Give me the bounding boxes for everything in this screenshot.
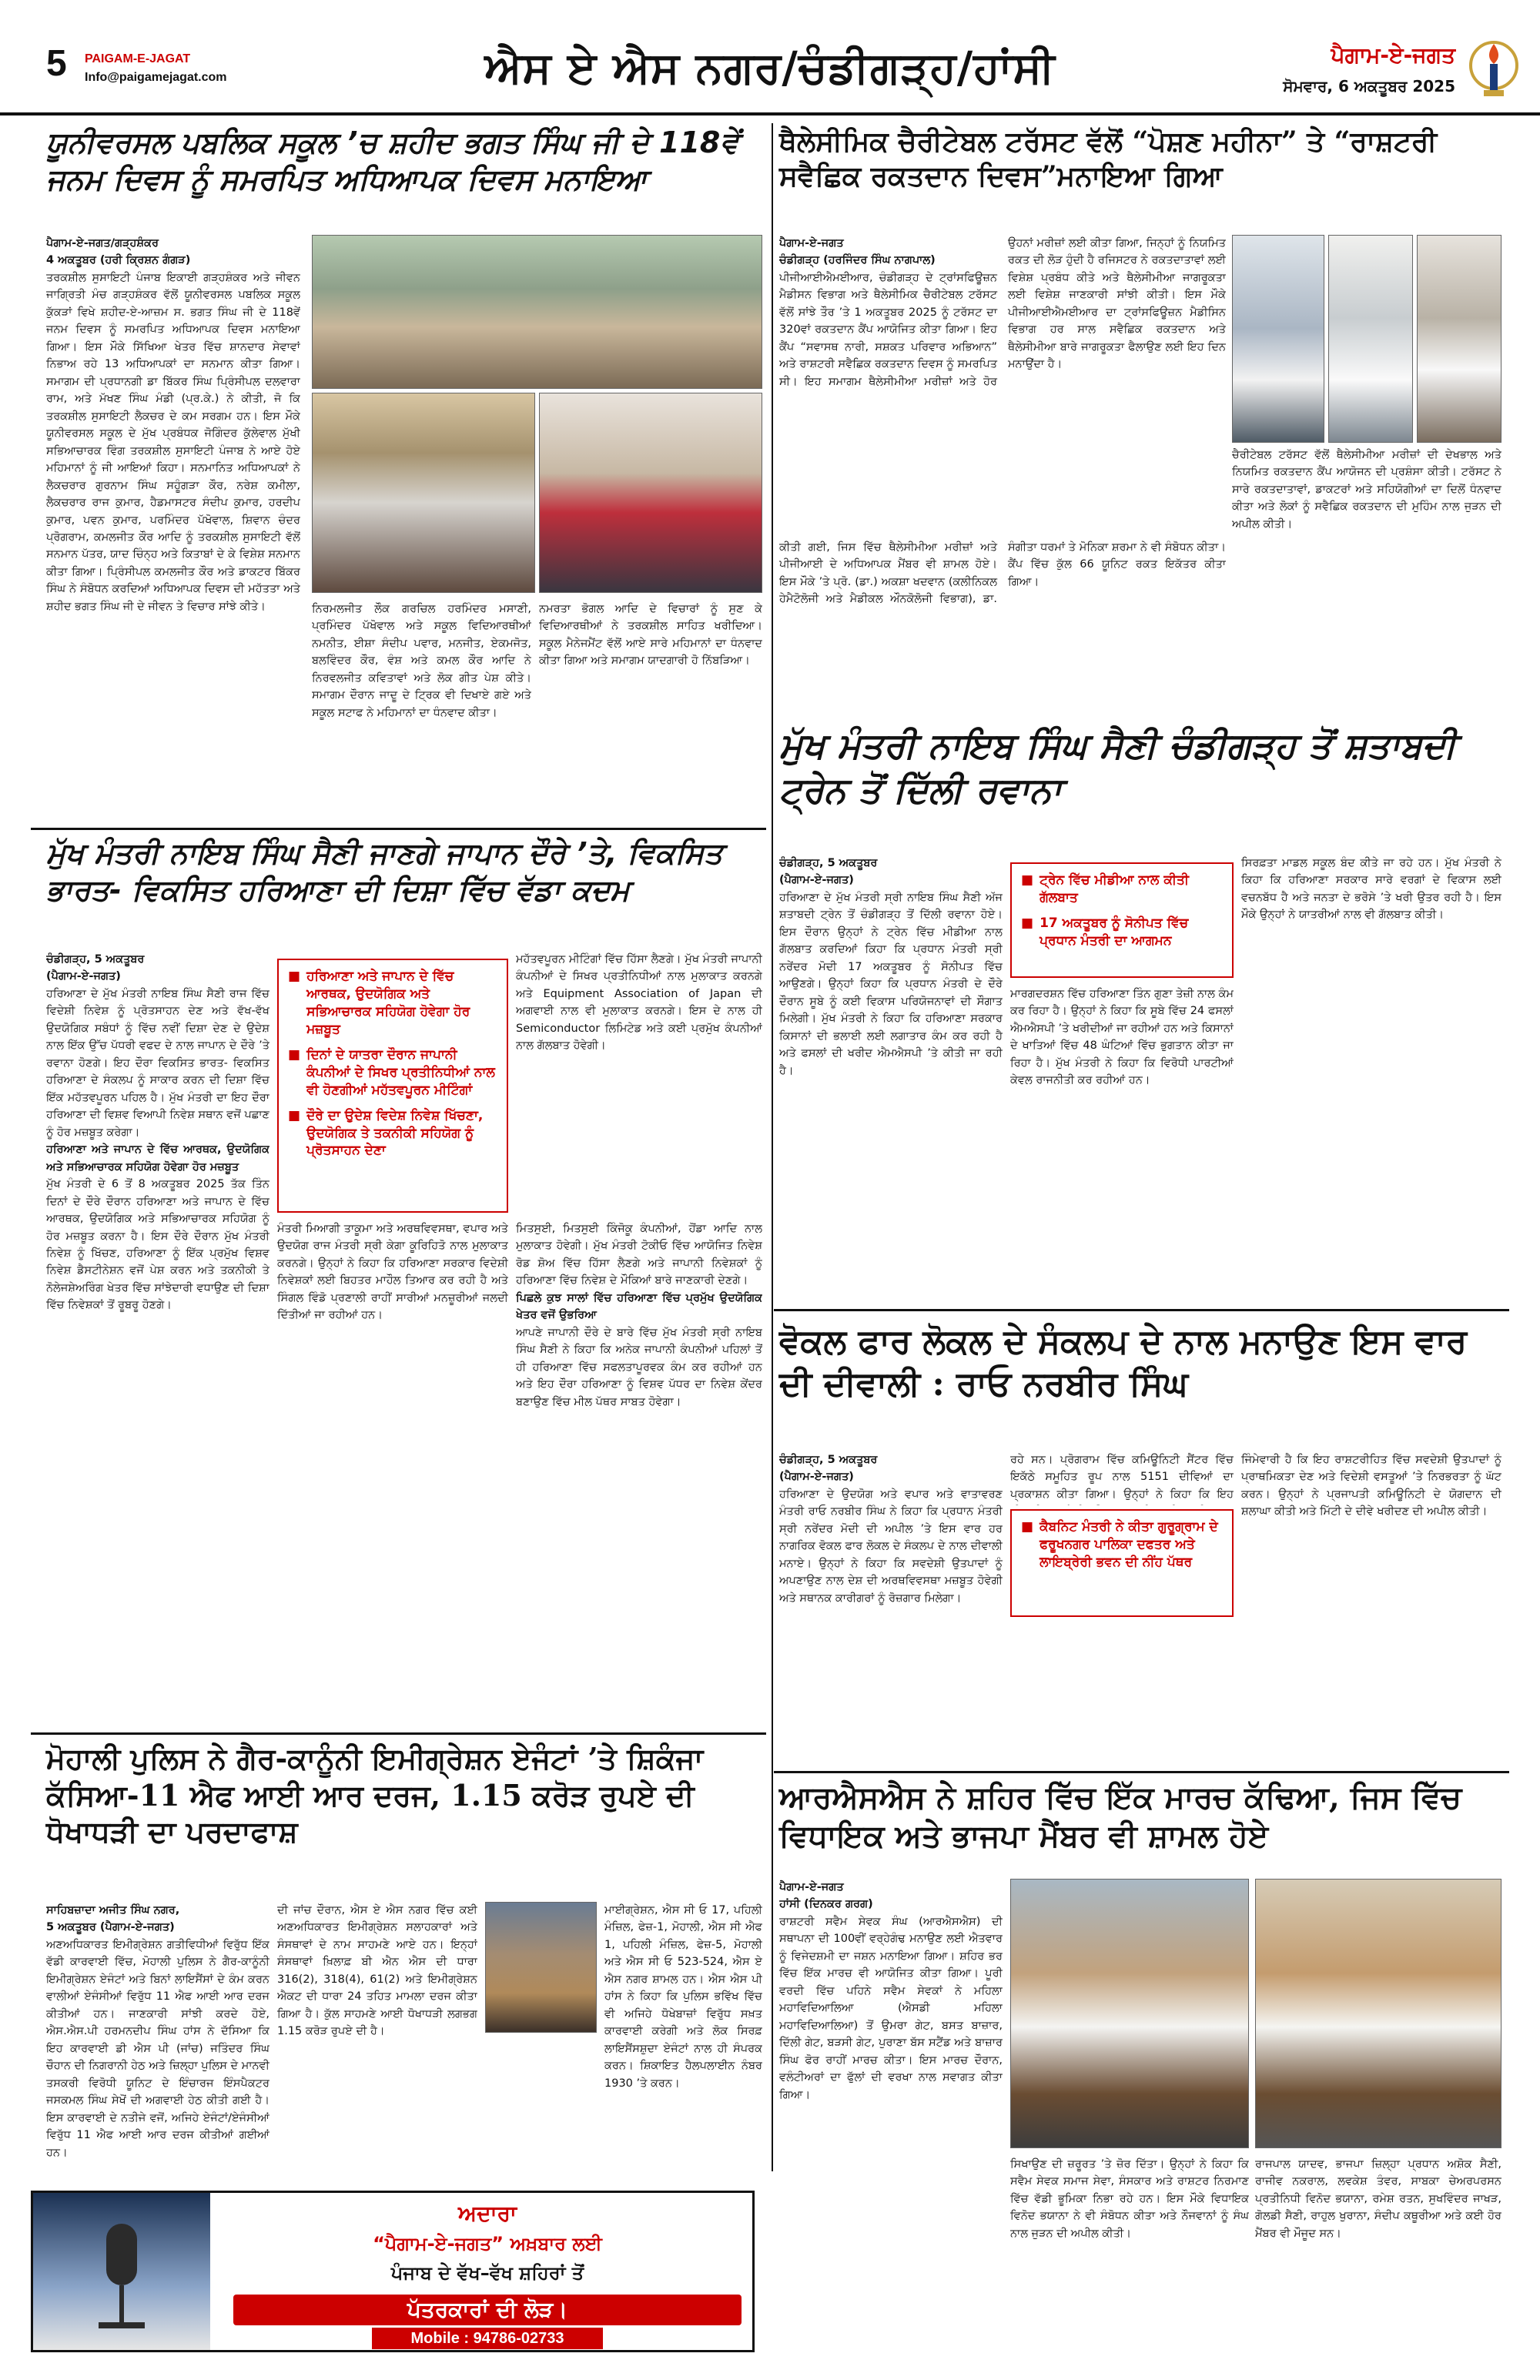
japan-body5 (516, 1220, 762, 1721)
japan-headline: ਮੁੱਖ ਮੰਤਰੀ ਨਾਇਬ ਸਿੰਘ ਸੈਣੀ ਜਾਣਗੇ ਜਾਪਾਨ ਦੌਰੇ ’ਤੇ, ਵਿਕਸਿਤ ਭਾਰਤ- ਵਿਕਸਿਤ ਹਰਿਆਣਾ ਦੀ ਦਿਸ਼ਾ ਵਿੱਚ ਵੱਡਾ ਕਦਮ (46, 836, 723, 907)
microphone-image (33, 2193, 210, 2350)
microphone-icon (33, 2193, 210, 2350)
japan-highlight-text: ਹਰਿਆਣਾ ਅਤੇ ਜਾਪਾਨ ਦੇ ਵਿੱਚ ਆਰਥਕ, ਉਦਯੋਗਿਕ ਅਤੇ ਸਭਿਆਚਾਰਕ ਸਹਿਯੋਗ ਹੋਵੇਗਾ ਹੋਰ ਮਜ਼ਬੂਤ (306, 969, 470, 1037)
rss-march-photo-2 (1255, 1879, 1502, 2148)
cm-train-highlight-text: 17 ਅਕਤੂਬਰ ਨੂੰ ਸੋਨੀਪਤ ਵਿੱਚ ਪ੍ਰਧਾਨ ਮੰਤਰੀ ਦਾ ਆਗਮਨ (1040, 915, 1189, 949)
japan-body4-text: ਮੰਤਰੀ ਮਿਆਗੀ ਤਾਕੂਮਾ ਅਤੇ ਅਰਥਵਿਵਸਥਾ, ਵਪਾਰ ਅਤੇ ਉਦਯੋਗ ਰਾਜ ਮੰਤਰੀ ਸ੍ਰੀ ਕੇਗਾ ਕੂਰਿਹਿਤੋ ਨਾਲ ਮੁਲਾਕਾਤ ਕਰਨਗੇ। ਉਨ੍ਹਾਂ ਨੇ ਕਿਹਾ ਕਿ ਹਰਿਆਣਾ ਸਰਕਾਰ ਵਿਦੇਸ਼ੀ ਨਿਵੇਸ਼ਕਾਂ ਲਈ ਬਿਹਤਰ ਮਾਹੌਲ ਤਿਆਰ ਕਰ ਰਹੀ ਹੈ ਅਤੇ ਸਿੰਗਲ ਵਿੰਡੋ ਪ੍ਰਣਾਲੀ ਰਾਹੀਂ ਸਾਰੀਆਂ ਮਨਜ਼ੂਰੀਆਂ ਜਲਦੀ ਦਿੱਤੀਆਂ ਜਾ ਰਹੀਆਂ ਹਨ। (277, 1223, 508, 1322)
thalassemia-photo-2 (1328, 235, 1413, 443)
diwali-highlights (1010, 1509, 1234, 1617)
section-title: ਐਸ ਏ ਐਸ ਨਗਰ/ਚੰਡੀਗੜ੍ਹ/ਹਾਂਸੀ (484, 42, 1056, 93)
thalassemia-body-cont2 (1232, 447, 1502, 716)
school-group-photo (312, 235, 762, 389)
brand-name: ਪੈਗਾਮ-ਏ-ਜਗਤ (1331, 42, 1455, 68)
school-body-text: ਤਰਕਸ਼ੀਲ ਸੁਸਾਇਟੀ ਪੰਜਾਬ ਇਕਾਈ ਗੜ੍ਹਸ਼ੰਕਰ ਅਤੇ ਜੀਵਨ ਜਾਗ੍ਰਿਤੀ ਮੰਚ ਗੜ੍ਹਸ਼ੰਕਰ ਵੱਲੋਂ ਯੂਨੀਵਰਸਲ ਪਬਲਿਕ ਸਕੂਲ ਕੁੱਕੜਾਂ ਵਿਖੇ ਸ਼ਹੀਦ-ਏ-ਆਜ਼ਮ ਸ. ਭਗਤ ਸਿੰਘ ਜੀ ਦੇ 118ਵੇਂ ਜਨਮ ਦਿਵਸ ਨੂੰ ਸਮਰਪਿਤ ਅਧਿਆਪਕ ਦਿਵਸ ਮਨਾਇਆ ਗਿਆ। ਇਸ ਮੌਕੇ ਸਿੱਖਿਆ ਖੇਤਰ ਵਿੱਚ ਸ਼ਾਨਦਾਰ ਸੇਵਾਵਾਂ ਨਿਭਾਅ ਰਹੇ 13 ਅਧਿਆਪਕਾਂ ਦਾ ਸਨਮਾਨ ਕੀਤਾ ਗਿਆ। ਸਮਾਗਮ ਦੀ ਪ੍ਰਧਾਨਗੀ ਡਾ ਬਿੱਕਰ ਸਿੰਘ ਪ੍ਰਿੰਸੀਪਲ ਦਲਵਾਰਾ ਰਾਮ, ਅਤੇ ਮੱਖਣ ਸਿੰਘ ਮੰਡੀ (ਪ੍ਰ.ਕੇ.) ਨੇ ਕੀਤੀ, ਜੋ ਕਿ ਤਰਕਸ਼ੀਲ ਸੁਸਾਇਟੀ ਲੈਕਚਰ ਦੇ ਕਮ ਸਰਗਮ ਹਨ। ਇਸ ਮੌਕੇ ਯੂਨੀਵਰਸਲ ਸਕੂਲ ਦੇ ਮੁੱਖ ਪ੍ਰਬੰਧਕ ਜੋਗਿੰਦਰ ਕੁੱਲੇਵਾਲ ਮੁੱਖੀ ਸਭਿਆਚਾਰਕ ਵਿੰਗ ਤਰਕਸ਼ੀਲ ਸੁਸਾਇਟੀ ਪੰਜਾਬ ਨੇ ਆਏ ਹੋਏ ਮਹਿਮਾਨਾਂ ਨੂੰ ਜੀ ਆਇਆਂ ਕਿਹਾ। ਸਨਮਾਨਿਤ ਅਧਿਆਪਕਾਂ ਨੇ ਲੈਕਚਰਾਰ ਗੁਰਨਾਮ ਸਿੰਘ ਸਹੂੰਗੜਾ ਕੌਰ, ਨਰੇਸ਼ ਕਮੀਲਾ, ਲੈਕਚਰਾਰ ਰਾਜ ਕੁਮਾਰ, ਹੈਡਮਾਸਟਰ ਸੰਦੀਪ ਕੁਮਾਰ, ਹਰਦੀਪ ਕੁਮਾਰ, ਪਵਨ ਕੁਮਾਰ, ਪਰਮਿੰਦਰ ਪੱਖੋਵਾਲ, ਸ਼ਿਵਾਨ ਚੰਦਰ ਪ੍ਰੋਗਰਾਮ, ਕਮਲਜੀਤ ਕੌਰ ਆਦਿ ਨੂੰ ਤਰਕਸ਼ੀਲ ਸੁਸਾਇਟੀ ਵੱਲੋਂ ਸਨਮਾਨ ਪੱਤਰ, ਯਾਦ ਚਿੰਨ੍ਹ ਅਤੇ ਕਿਤਾਬਾਂ ਦੇ ਕੇ ਵਿਸ਼ੇਸ਼ ਸਨਮਾਨ ਕੀਤਾ ਗਿਆ। ਪ੍ਰਿੰਸੀਪਲ ਕਮਲਜੀਤ ਕੌਰ ਅਤੇ ਡਾਕਟਰ ਬਿੱਕਰ ਸਿੰਘ ਨੇ ਸੰਬੋਧਨ ਕਰਦਿਆਂ ਅਧਿਆਪਕ ਦਿਵਸ ਦੀ ਮਹੱਤਤਾ ਅਤੇ ਸ਼ਹੀਦ ਭਗਤ ਸਿੰਘ ਜੀ ਦੇ ਜੀਵਨ ਤੇ ਵਿਚਾਰ ਸਾਂਝੇ ਕੀਤੇ। (46, 271, 300, 613)
japan-body3 (516, 951, 762, 1213)
rss-headline: ਆਰਐਸਐਸ ਨੇ ਸ਼ਹਿਰ ਵਿੱਚ ਇੱਕ ਮਾਰਚ ਕੱਢਿਆ, ਜਿਸ ਵਿੱਚ ਵਿਧਾਇਕ ਅਤੇ ਭਾਜਪਾ ਮੈਂਬਰ ਵੀ ਸ਼ਾਮਲ ਹੋਏ (779, 1779, 1462, 1854)
masthead (0, 0, 1540, 115)
thalassemia-photo-1 (1232, 235, 1324, 443)
diwali-body-cont (1010, 1451, 1234, 1505)
police-body-cont (277, 1902, 477, 2183)
school-body-cont2-text: ਨਮਰਤਾ ਭੋਗਲ ਆਦਿ ਦੇ ਵਿਚਾਰਾਂ ਨੂੰ ਸੁਣ ਕੇ ਵਿਦਿਆਰਥੀਆਂ ਨੇ ਤਰਕਸ਼ੀਲ ਸਾਹਿਤ ਖਰੀਦਿਆ। ਸਕੂਲ ਮੈਨੇਜਮੈਂਟ ਵੱਲੋਂ ਆਏ ਸਾਰੇ ਮਹਿਮਾਨਾਂ ਦਾ ਧੰਨਵਾਦ ਕੀਤਾ ਗਿਆ ਅਤੇ ਸਮਾਗਮ ਯਾਦਗਾਰੀ ਹੋ ਨਿੱਬੜਿਆ। (539, 603, 762, 668)
paper-name: PAIGAM-E-JAGAT (85, 52, 191, 65)
japan-body5-text: ਮਿਤਸੁਈ, ਮਿਤਸੁਈ ਕਿੰਜੋਕੂ ਕੰਪਨੀਆਂ, ਹੋਂਡਾ ਆਦਿ ਨਾਲ ਮੁਲਾਕਾਤ ਹੋਵੇਗੀ। ਮੁੱਖ ਮੰਤਰੀ ਟੋਕੀਓ ਵਿੱਚ ਆਯੋਜਿਤ ਨਿਵੇਸ਼ ਰੋਡ ਸ਼ੋਅ ਵਿੱਚ ਹਿੱਸਾ ਲੈਣਗੇ ਅਤੇ ਜਾਪਾਨੀ ਨਿਵੇਸ਼ਕਾਂ ਨੂੰ ਹਰਿਆਣਾ ਵਿੱਚ ਨਿਵੇਸ਼ ਦੇ ਮੌਕਿਆਂ ਬਾਰੇ ਜਾਣਕਾਰੀ ਦੇਣਗੇ। (516, 1223, 762, 1287)
school-students-photo-left (312, 393, 535, 593)
police-body-cont2 (604, 1902, 762, 2183)
paper-email[interactable]: Info@paigamejagat.com (85, 71, 227, 84)
rss-body-cont-text: ਸਿਖਾਉਣ ਦੀ ਜ਼ਰੂਰਤ ’ਤੇ ਜ਼ੋਰ ਦਿੱਤਾ। ਉਨ੍ਹਾਂ ਨੇ ਕਿਹਾ ਕਿ ਸਵੈਮ ਸੇਵਕ ਸਮਾਜ ਸੇਵਾ, ਸੰਸਕਾਰ ਅਤੇ ਰਾਸ਼ਟਰ ਨਿਰਮਾਣ ਵਿੱਚ ਵੱਡੀ ਭੂਮਿਕਾ ਨਿਭਾ ਰਹੇ ਹਨ। ਇਸ ਮੌਕੇ ਵਿਧਾਇਕ ਵਿਨੋਦ ਭਯਾਨਾ ਨੇ ਵੀ ਸੰਬੋਧਨ ਕੀਤਾ ਅਤੇ ਨੌਜਵਾਨਾਂ ਨੂੰ ਸੰਘ ਨਾਲ ਜੁੜਨ ਦੀ ਅਪੀਲ ਕੀਤੀ। (1010, 2158, 1249, 2240)
rss-body-cont2 (1255, 2156, 1502, 2348)
cm-train-byline2: (ਪੈਗਾਮ-ਏ-ਜਗਤ) (779, 874, 854, 887)
police-body-cont2-text: ਮਾਈਗ੍ਰੇਸ਼ਨ, ਐਸ ਸੀ ਓ 17, ਪਹਿਲੀ ਮੰਜ਼ਿਲ, ਫੇਜ਼-1, ਮੋਹਾਲੀ, ਐਸ ਸੀ ਐਫ 1, ਪਹਿਲੀ ਮੰਜ਼ਿਲ, ਫੇਜ਼-5, ਮੋਹਾਲੀ ਅਤੇ ਐਸ ਸੀ ਓ 523-524, ਐਸ ਏ ਐਸ ਨਗਰ ਸ਼ਾਮਲ ਹਨ। ਐਸ ਐਸ ਪੀ ਹਾਂਸ ਨੇ ਕਿਹਾ ਕਿ ਪੁਲਿਸ ਭਵਿੱਖ ਵਿੱਚ ਵੀ ਅਜਿਹੇ ਧੋਖੇਬਾਜ਼ਾਂ ਵਿਰੁੱਧ ਸਖ਼ਤ ਕਾਰਵਾਈ ਕਰੇਗੀ ਅਤੇ ਲੋਕ ਸਿਰਫ਼ ਲਾਇਸੈਂਸਸ਼ੁਦਾ ਏਜੰਟਾਂ ਨਾਲ ਹੀ ਸੰਪਰਕ ਕਰਨ। ਸ਼ਿਕਾਇਤ ਹੈਲਪਲਾਈਨ ਨੰਬਰ 1930 ’ਤੇ ਕਰਨ। (604, 1904, 762, 2090)
section-divider (774, 1771, 1509, 1773)
cm-train-body-cont (1010, 986, 1234, 1301)
ad-line-2: ਪੰਜਾਬ ਦੇ ਵੱਖ–ਵੱਖ ਸ਼ਹਿਰਾਂ ਤੋਂ (390, 2262, 584, 2284)
school-body-cont2 (539, 601, 762, 820)
japan-byline2: (ਪੈਗਾਮ-ਏ-ਜਗਤ) (46, 970, 121, 983)
section-divider (31, 1732, 766, 1735)
cm-train-highlight-text: ਟ੍ਰੇਨ ਵਿੱਚ ਮੀਡੀਆ ਨਾਲ ਕੀਤੀ ਗੱਲਬਾਤ (1040, 872, 1190, 905)
school-body-cont (312, 601, 531, 820)
section-divider (31, 828, 766, 830)
police-headline: ਮੋਹਾਲੀ ਪੁਲਿਸ ਨੇ ਗੈਰ-ਕਾਨੂੰਨੀ ਇਮੀਗ੍ਰੇਸ਼ਨ ਏਜੰਟਾਂ ’ਤੇ ਸ਼ਿਕੰਜਾ ਕੱਸਿਆ-11 ਐਫ ਆਈ ਆਰ ਦਰਜ, 1.15 ਕਰੋੜ ਰੁਪਏ ਦੀ ਧੋਖਾਧੜੀ ਦਾ ਪਰਦਾਫਾਸ਼ (46, 1741, 704, 1849)
column-divider (772, 123, 773, 2171)
section-divider (774, 1309, 1509, 1311)
japan-body3-text: ਮਹੱਤਵਪੂਰਨ ਮੀਟਿੰਗਾਂ ਵਿੱਚ ਹਿੱਸਾ ਲੈਣਗੇ। ਮੁੱਖ ਮੰਤਰੀ ਜਾਪਾਨੀ ਕੰਪਨੀਆਂ ਦੇ ਸਿਖਰ ਪ੍ਰਤੀਨਿਧੀਆਂ ਨਾਲ ਮੁਲਾਕਾਤ ਕਰਨਗੇ ਅਤੇ Equipment Association of Japan ਦੀ ਅਗਵਾਈ ਨਾਲ ਵੀ ਮੁਲਾਕਾਤ ਕਰਨਗੇ। ਇਸ ਦੇ ਨਾਲ ਹੀ Semiconductor ਲਿਮਿਟੇਡ ਅਤੇ ਕਈ ਪ੍ਰਮੁੱਖ ਕੰਪਨੀਆਂ ਨਾਲ ਗੱਲਬਾਤ ਹੋਵੇਗੀ। (516, 953, 762, 1053)
rss-byline: ਪੈਗਾਮ-ਏ-ਜਗਤ (779, 1881, 844, 1893)
thalassemia-dateline: ਚੰਡੀਗੜ੍ਹ (ਹਰਜਿੰਦਰ ਸਿੰਘ ਨਾਗਪਾਲ) (779, 254, 936, 267)
cm-train-highlights (1010, 862, 1234, 978)
diwali-highlight-text: ਕੈਬਨਿਟ ਮੰਤਰੀ ਨੇ ਕੀਤਾ ਗੁਰੂਗ੍ਰਾਮ ਦੇ ਫਰੂਖਨਗਰ ਪਾਲਿਕਾ ਦਫਤਰ ਅਤੇ ਲਾਇਬ੍ਰੇਰੀ ਭਵਨ ਦੀ ਨੀਂਹ ਪੱਥਰ (1040, 1519, 1218, 1570)
ad-line-1: “ਪੈਗਾਮ-ਏ-ਜਗਤ” ਅਖ਼ਬਾਰ ਲਈ (373, 2233, 602, 2254)
japan-highlight (288, 1046, 497, 1100)
diwali-byline: ਚੰਡੀਗੜ੍ਹ, 5 ਅਕਤੂਬਰ (779, 1454, 878, 1466)
cm-train-highlight (1021, 915, 1223, 950)
school-byline: ਪੈਗਾਮ-ਏ-ਜਗਤ/ਗੜ੍ਹਸ਼ੰਕਰ (46, 237, 159, 249)
diwali-body-cont-text: ਰਹੇ ਸਨ। ਪ੍ਰੋਗਰਾਮ ਵਿੱਚ ਕਮਿਊਨਿਟੀ ਸੈਂਟਰ ਵਿੱਚ ਇਕੱਠੇ ਸਮੂਹਿਤ ਰੂਪ ਨਾਲ 5151 ਦੀਵਿਆਂ ਦਾ ਪ੍ਰਕਾਸ਼ਨ ਕੀਤਾ ਗਿਆ। ਉਨ੍ਹਾਂ ਨੇ ਕਿਹਾ ਕਿ ਇਹ (1010, 1454, 1234, 1501)
japan-highlight-text: ਦੌਰੇ ਦਾ ਉਦੇਸ਼ ਵਿਦੇਸ਼ ਨਿਵੇਸ਼ ਖਿੱਚਣਾ, ਉਦਯੋਗਿਕ ਤੇ ਤਕਨੀਕੀ ਸਹਿਯੋਗ ਨੂੰ ਪ੍ਰੋਤਸਾਹਨ ਦੇਣਾ (306, 1107, 484, 1159)
rss-body-cont2-text: ਰਾਜਪਾਲ ਯਾਦਵ, ਭਾਜਪਾ ਜ਼ਿਲ੍ਹਾ ਪ੍ਰਧਾਨ ਅਸ਼ੋਕ ਸੈਣੀ, ਰਾਜੀਵ ਨਕਰਾਲ, ਲਵਕੇਸ਼ ਤੰਵਰ, ਸਾਬਕਾ ਚੇਅਰਪਰਸਨ ਪ੍ਰਤੀਨਿਧੀ ਵਿਨੋਦ ਭਯਾਨਾ, ਰਮੇਸ਼ ਰਤਨ, ਸੁਖਵਿੰਦਰ ਜਾਖੜ, ਗੋਲਡੀ ਸੈਣੀ, ਰਾਹੁਲ ਖੁਰਾਨਾ, ਸੰਦੀਪ ਕਥੂਰੀਆ ਅਤੇ ਕਈ ਹੋਰ ਮੈਂਬਰ ਵੀ ਮੌਜੂਦ ਸਨ। (1255, 2158, 1502, 2240)
thalassemia-body-cont (779, 539, 1226, 716)
police-body-text: ਅਣਅਧਿਕਾਰਤ ਇਮੀਗ੍ਰੇਸ਼ਨ ਗਤੀਵਿਧੀਆਂ ਵਿਰੁੱਧ ਇੱਕ ਵੱਡੀ ਕਾਰਵਾਈ ਵਿੱਚ, ਮੋਹਾਲੀ ਪੁਲਿਸ ਨੇ ਗੈਰ-ਕਾਨੂੰਨੀ ਇਮੀਗ੍ਰੇਸ਼ਨ ਏਜੰਟਾਂ ਅਤੇ ਬਿਨਾਂ ਲਾਇਸੈਂਸਾਂ ਦੇ ਕੰਮ ਕਰਨ ਵਾਲੀਆਂ ਏਜੰਸੀਆਂ ਵਿਰੁੱਧ 11 ਐਫ ਆਈ ਆਰ ਦਰਜ ਕੀਤੀਆਂ ਹਨ। ਜਾਣਕਾਰੀ ਸਾਂਝੀ ਕਰਦੇ ਹੋਏ, ਐਸ.ਐਸ.ਪੀ ਹਰਮਨਦੀਪ ਸਿੰਘ ਹਾਂਸ ਨੇ ਦੱਸਿਆ ਕਿ ਇਹ ਕਾਰਵਾਈ ਡੀ ਐਸ ਪੀ (ਜਾਂਚ) ਜਤਿੰਦਰ ਸਿੰਘ ਚੌਹਾਨ ਦੀ ਨਿਗਰਾਨੀ ਹੇਠ ਅਤੇ ਜ਼ਿਲ੍ਹਾ ਪੁਲਿਸ ਦੇ ਮਾਨਵੀ ਤਸਕਰੀ ਵਿਰੋਧੀ ਯੂਨਿਟ ਦੇ ਇੰਚਾਰਜ ਇੰਸਪੈਕਟਰ ਜਸਕਮਲ ਸਿੰਘ ਸੇਖੋਂ ਦੀ ਅਗਵਾਈ ਹੇਠ ਕੀਤੀ ਗਈ ਹੈ। ਇਸ ਕਾਰਵਾਈ ਦੇ ਨਤੀਜੇ ਵਜੋਂ, ਅਜਿਹੇ ਏਜੰਟਾਂ/ਏਜੰਸੀਆਂ ਵਿਰੁੱਧ 11 ਐਫ ਆਈ ਆਰ ਦਰਜ ਕੀਤੀਆਂ ਗਈਆਂ ਹਨ। (46, 1938, 270, 2159)
ad-band: ਪੱਤਰਕਾਰਾਂ ਦੀ ਲੋੜ। (233, 2295, 742, 2325)
thalassemia-photo-3 (1417, 235, 1502, 443)
page-number: 5 (46, 43, 67, 84)
bullet-icon: ■ (288, 1046, 301, 1063)
rss-byline2: ਹਾਂਸੀ (ਦਿਨਕਰ ਗਰਗ) (779, 1898, 873, 1911)
thalassemia-body (779, 235, 1226, 535)
japan-highlights (277, 959, 508, 1213)
japan-highlight (288, 1107, 497, 1160)
diwali-body-text: ਹਰਿਆਣਾ ਦੇ ਉਦਯੋਗ ਅਤੇ ਵਪਾਰ ਅਤੇ ਵਾਤਾਵਰਣ ਮੰਤਰੀ ਰਾਓ ਨਰਬੀਰ ਸਿੰਘ ਨੇ ਕਿਹਾ ਕਿ ਪ੍ਰਧਾਨ ਮੰਤਰੀ ਸ੍ਰੀ ਨਰੇਂਦਰ ਮੋਦੀ ਦੀ ਅਪੀਲ ’ਤੇ ਇਸ ਵਾਰ ਹਰ ਨਾਗਰਿਕ ਵੋਕਲ ਫਾਰ ਲੋਕਲ ਦੇ ਸੰਕਲਪ ਦੇ ਨਾਲ ਦੀਵਾਲੀ ਮਨਾਏ। ਉਨ੍ਹਾਂ ਨੇ ਕਿਹਾ ਕਿ ਸਵਦੇਸ਼ੀ ਉਤਪਾਦਾਂ ਨੂੰ ਅਪਣਾਉਣ ਨਾਲ ਦੇਸ਼ ਦੀ ਅਰਥਵਿਵਸਥਾ ਮਜ਼ਬੂਤ ਹੋਵੇਗੀ ਅਤੇ ਸਥਾਨਕ ਕਾਰੀਗਰਾਂ ਨੂੰ ਰੋਜ਼ਗਾਰ ਮਿਲੇਗਾ। (779, 1488, 1003, 1605)
thalassemia-body-cont2-text: ਚੈਰੀਟੇਬਲ ਟਰੱਸਟ ਵੱਲੋਂ ਥੈਲੇਸੀਮੀਆ ਮਰੀਜ਼ਾਂ ਦੀ ਦੇਖਭਾਲ ਅਤੇ ਨਿਯਮਿਤ ਰਕਤਦਾਨ ਕੈਂਪ ਆਯੋਜਨ ਦੀ ਪ੍ਰਸ਼ੰਸਾ ਕੀਤੀ। ਟਰੱਸਟ ਨੇ ਸਾਰੇ ਰਕਤਦਾਤਾਵਾਂ, ਡਾਕਟਰਾਂ ਅਤੇ ਸਹਿਯੋਗੀਆਂ ਦਾ ਦਿਲੋਂ ਧੰਨਵਾਦ ਕੀਤਾ ਅਤੇ ਲੋਕਾਂ ਨੂੰ ਸਵੈਛਿਕ ਰਕਤਦਾਨ ਦੀ ਮੁਹਿੰਮ ਨਾਲ ਜੁੜਨ ਦੀ ਅਪੀਲ ਕੀਤੀ। (1232, 449, 1502, 531)
date-line: ਸੋਮਵਾਰ, 6 ਅਕਤੂਬਰ 2025 (1283, 77, 1455, 95)
cm-train-body (779, 855, 1003, 1301)
thalassemia-headline: ਥੈਲੇਸੀਮਿਕ ਚੈਰੀਟੇਬਲ ਟਰੱਸਟ ਵੱਲੋਂ “ਪੋਸ਼ਣ ਮਹੀਨਾ” ਤੇ “ਰਾਸ਼ਟਰੀ ਸਵੈਛਿਕ ਰਕਤਦਾਨ ਦਿਵਸ”ਮਨਾਇਆ ਗਿਆ (779, 126, 1438, 192)
thalassemia-byline: ਪੈਗਾਮ-ਏ-ਜਗਤ (779, 237, 844, 249)
cm-train-body-text: ਹਰਿਆਣਾ ਦੇ ਮੁੱਖ ਮੰਤਰੀ ਸ੍ਰੀ ਨਾਇਬ ਸਿੰਘ ਸੈਣੀ ਅੱਜ ਸ਼ਤਾਬਦੀ ਟ੍ਰੇਨ ਤੋਂ ਚੰਡੀਗੜ੍ਹ ਤੋਂ ਦਿੱਲੀ ਰਵਾਨਾ ਹੋਏ। ਇਸ ਦੌਰਾਨ ਉਨ੍ਹਾਂ ਨੇ ਟ੍ਰੇਨ ਵਿੱਚ ਮੀਡੀਆ ਨਾਲ ਗੱਲਬਾਤ ਕਰਦਿਆਂ ਕਿਹਾ ਕਿ ਪ੍ਰਧਾਨ ਮੰਤਰੀ ਸ੍ਰੀ ਨਰੇਂਦਰ ਮੋਦੀ 17 ਅਕਤੂਬਰ ਨੂੰ ਸੋਨੀਪਤ ਵਿੱਚ ਆਉਣਗੇ। ਉਨ੍ਹਾਂ ਕਿਹਾ ਕਿ ਪ੍ਰਧਾਨ ਮੰਤਰੀ ਦੇ ਦੌਰੇ ਦੌਰਾਨ ਸੂਬੇ ਨੂੰ ਕਈ ਵਿਕਾਸ ਪਰਿਯੋਜਨਾਵਾਂ ਦੀ ਸੌਗਾਤ ਮਿਲੇਗੀ। ਮੁੱਖ ਮੰਤਰੀ ਨੇ ਕਿਹਾ ਕਿ ਹਰਿਆਣਾ ਸਰਕਾਰ ਕਿਸਾਨਾਂ ਦੀ ਭਲਾਈ ਲਈ ਲਗਾਤਾਰ ਕੰਮ ਕਰ ਰਹੀ ਹੈ ਅਤੇ ਫਸਲਾਂ ਦੀ ਖਰੀਦ ਐਮਐਸਪੀ ’ਤੇ ਕੀਤੀ ਜਾ ਰਹੀ ਹੈ। (779, 891, 1003, 1077)
cm-train-highlight (1021, 872, 1223, 907)
diwali-body-cont2 (1241, 1451, 1502, 1767)
police-body-cont-text: ਦੀ ਜਾਂਚ ਦੌਰਾਨ, ਐਸ ਏ ਐਸ ਨਗਰ ਵਿੱਚ ਕਈ ਅਣਅਧਿਕਾਰਤ ਇਮੀਗ੍ਰੇਸ਼ਨ ਸਲਾਹਕਾਰਾਂ ਅਤੇ ਸੰਸਥਾਵਾਂ ਦੇ ਨਾਮ ਸਾਹਮਣੇ ਆਏ ਹਨ। ਇਨ੍ਹਾਂ ਸੰਸਥਾਵਾਂ ਖ਼ਿਲਾਫ਼ ਬੀ ਐਨ ਐਸ ਦੀ ਧਾਰਾ 316(2), 318(4), 61(2) ਅਤੇ ਇਮੀਗ੍ਰੇਸ਼ਨ ਐਕਟ ਦੀ ਧਾਰਾ 24 ਤਹਿਤ ਮਾਮਲਾ ਦਰਜ ਕੀਤਾ ਗਿਆ ਹੈ। ਕੁੱਲ ਸਾਹਮਣੇ ਆਈ ਧੋਖਾਧੜੀ ਲਗਭਗ 1.15 ਕਰੋੜ ਰੁਪਏ ਦੀ ਹੈ। (277, 1904, 477, 2038)
japan-byline: ਚੰਡੀਗੜ੍ਹ, 5 ਅਕਤੂਬਰ (46, 953, 145, 966)
japan-body (46, 951, 270, 1721)
school-headline: ਯੂਨੀਵਰਸਲ ਪਬਲਿਕ ਸਕੂਲ ’ਚ ਸ਼ਹੀਦ ਭਗਤ ਸਿੰਘ ਜੀ ਦੇ 118ਵੇਂ ਜਨਮ ਦਿਵਸ ਨੂੰ ਸਮਰਪਿਤ ਅਧਿਆਪਕ ਦਿਵਸ ਮਨਾਇਆ (46, 126, 739, 196)
school-body (46, 235, 300, 820)
rss-body-cont (1010, 2156, 1249, 2348)
japan-body6-text: ਆਪਣੇ ਜਾਪਾਨੀ ਦੌਰੇ ਦੇ ਬਾਰੇ ਵਿੱਚ ਮੁੱਖ ਮੰਤਰੀ ਸ੍ਰੀ ਨਾਇਬ ਸਿੰਘ ਸੈਣੀ ਨੇ ਕਿਹਾ ਕਿ ਅਨੇਕ ਜਾਪਾਨੀ ਕੰਪਨੀਆਂ ਪਹਿਲਾਂ ਤੋਂ ਹੀ ਹਰਿਆਣਾ ਵਿੱਚ ਸਫਲਤਾਪੂਰਵਕ ਕੰਮ ਕਰ ਰਹੀਆਂ ਹਨ ਅਤੇ ਇਹ ਦੌਰਾ ਹਰਿਆਣਾ ਨੂੰ ਵਿਸ਼ਵ ਪੱਧਰ ਦਾ ਨਿਵੇਸ਼ ਕੇਂਦਰ ਬਣਾਉਣ ਵਿੱਚ ਮੀਲ ਪੱਥਰ ਸਾਬਤ ਹੋਵੇਗਾ। (516, 1326, 762, 1408)
diwali-headline: ਵੋਕਲ ਫਾਰ ਲੋਕਲ ਦੇ ਸੰਕਲਪ ਦੇ ਨਾਲ ਮਨਾਉਣ ਇਸ ਵਾਰ ਦੀ ਦੀਵਾਲੀ : ਰਾਓ ਨਰਬੀਰ ਸਿੰਘ (779, 1322, 1468, 1404)
ad-title: ਅਦਾਰਾ (458, 2201, 517, 2226)
police-body (46, 1902, 270, 2183)
diwali-body (779, 1451, 1003, 1767)
thalassemia-body-text: ਪੀਜੀਆਈਐਮਈਆਰ, ਚੰਡੀਗੜ੍ਹ ਦੇ ਟ੍ਰਾਂਸਫਿਊਜ਼ਨ ਮੈਡੀਸਨ ਵਿਭਾਗ ਅਤੇ ਥੈਲੇਸੀਮਿਕ ਚੈਰੀਟੇਬਲ ਟਰੱਸਟ ਵੱਲੋਂ ਸਾਂਝੇ ਤੌਰ ’ਤੇ 1 ਅਕਤੂਬਰ 2025 ਨੂੰ ਟਰੱਸਟ ਦਾ 320ਵਾਂ ਰਕਤਦਾਨ ਕੈਂਪ ਆਯੋਜਿਤ ਕੀਤਾ ਗਿਆ। ਇਹ ਕੈਂਪ “ਸਵਾਸਥ ਨਾਰੀ, ਸਸ਼ਕਤ ਪਰਿਵਾਰ ਅਭਿਆਨ” ਅਤੇ ਰਾਸ਼ਟਰੀ ਸਵੈਛਿਕ ਰਕਤਦਾਨ ਦਿਵਸ ਨੂੰ ਸਮਰਪਿਤ ਸੀ। ਇਹ ਸਮਾਗਮ ਥੈਲੇਸੀਮੀਆ ਮਰੀਜ਼ਾਂ ਅਤੇ ਹੋਰ ਉਹਨਾਂ ਮਰੀਜ਼ਾਂ ਲਈ ਕੀਤਾ ਗਿਆ, ਜਿਨ੍ਹਾਂ ਨੂੰ ਨਿਯਮਿਤ ਰਕਤ ਦੀ ਲੋੜ ਹੁੰਦੀ ਹੈ ਰਜਿਸਟਰ ਨੇ ਰਕਤਦਾਤਾਵਾਂ ਲਈ ਵਿਸ਼ੇਸ਼ ਪ੍ਰਬੰਧ ਕੀਤੇ ਅਤੇ ਥੈਲੇਸੀਮੀਆ ਜਾਗਰੂਕਤਾ ਲਈ ਵਿਸ਼ੇਸ਼ ਜਾਣਕਾਰੀ ਸਾਂਝੀ ਕੀਤੀ। ਇਸ ਮੌਕੇ ਪੀਜੀਆਈਐਮਈਆਰ ਦਾ ਟ੍ਰਾਂਸਫਿਊਜ਼ਨ ਮੈਡੀਸਿਨ ਵਿਭਾਗ ਹਰ ਸਾਲ ਸਵੈਛਿਕ ਰਕਤਦਾਨ ਅਤੇ ਥੈਲੇਸੀਮੀਆ ਬਾਰੇ ਜਾਗਰੂਕਤਾ ਫੈਲਾਉਣ ਲਈ ਇਹ ਦਿਨ ਮਨਾਉਂਦਾ ਹੈ। (779, 237, 1226, 388)
diwali-byline2: (ਪੈਗਾਮ-ਏ-ਜਗਤ) (779, 1471, 854, 1484)
police-byline: ਸਾਹਿਬਜ਼ਾਦਾ ਅਜੀਤ ਸਿੰਘ ਨਗਰ, (46, 1904, 180, 1916)
school-students-photo-right (539, 393, 762, 593)
torch-logo-icon (1467, 35, 1521, 104)
cm-train-body-cont2-text: ਸਿਰਫ਼ਤਾ ਮਾਡਲ ਸਕੂਲ ਬੰਦ ਕੀਤੇ ਜਾ ਰਹੇ ਹਨ। ਮੁੱਖ ਮੰਤਰੀ ਨੇ ਕਿਹਾ ਕਿ ਹਰਿਆਣਾ ਸਰਕਾਰ ਸਾਰੇ ਵਰਗਾਂ ਦੇ ਵਿਕਾਸ ਲਈ ਵਚਨਬੱਧ ਹੈ ਅਤੇ ਜਨਤਾ ਦੇ ਭਰੋਸੇ ’ਤੇ ਖਰੀ ਉਤਰ ਰਹੀ ਹੈ। ਇਸ ਮੌਕੇ ਉਨ੍ਹਾਂ ਨੇ ਯਾਤਰੀਆਂ ਨਾਲ ਵੀ ਗੱਲਬਾਤ ਕੀਤੀ। (1241, 857, 1502, 922)
japan-highlight (288, 968, 497, 1039)
thalassemia-body-cont-text: ਕੀਤੀ ਗਈ, ਜਿਸ ਵਿੱਚ ਥੈਲੇਸੀਮੀਆ ਮਰੀਜ਼ਾਂ ਅਤੇ ਪੀਜੀਆਈ ਦੇ ਅਧਿਆਪਕ ਮੈਂਬਰ ਵੀ ਸ਼ਾਮਲ ਹੋਏ। ਇਸ ਮੌਕੇ ’ਤੇ ਪ੍ਰੋ. (ਡਾ.) ਅਕਸ਼ਾ ਖਦਵਾਨ (ਕਲੀਨਿਕਲ ਹੇਮੈਟੋਲੋਜੀ ਅਤੇ ਮੈਡੀਕਲ ਔਨਕੋਲੋਜੀ ਵਿਭਾਗ), ਡਾ. ਸੰਗੀਤਾ ਧਰਮਾਂ ਤੇ ਮੋਨਿਕਾ ਸ਼ਰਮਾ ਨੇ ਵੀ ਸੰਬੋਧਨ ਕੀਤਾ। ਕੈਂਪ ਵਿੱਚ ਕੁੱਲ 66 ਯੂਨਿਟ ਰਕਤ ਇਕੱਤਰ ਕੀਤਾ ਗਿਆ। (779, 541, 1226, 606)
reporter-wanted-ad (31, 2191, 755, 2352)
cm-train-body-cont-text: ਮਾਰਗਦਰਸ਼ਨ ਵਿੱਚ ਹਰਿਆਣਾ ਤਿੰਨ ਗੁਣਾ ਤੇਜ਼ੀ ਨਾਲ ਕੰਮ ਕਰ ਰਿਹਾ ਹੈ। ਉਨ੍ਹਾਂ ਨੇ ਕਿਹਾ ਕਿ ਸੂਬੇ ਵਿੱਚ 24 ਫਸਲਾਂ ਐਮਐਸਪੀ ’ਤੇ ਖਰੀਦੀਆਂ ਜਾ ਰਹੀਆਂ ਹਨ ਅਤੇ ਕਿਸਾਨਾਂ ਦੇ ਖਾਤਿਆਂ ਵਿੱਚ 48 ਘੰਟਿਆਂ ਵਿੱਚ ਭੁਗਤਾਨ ਕੀਤਾ ਜਾ ਰਿਹਾ ਹੈ। ਮੁੱਖ ਮੰਤਰੀ ਨੇ ਕਿਹਾ ਕਿ ਵਿਰੋਧੀ ਪਾਰਟੀਆਂ ਕੇਵਲ ਰਾਜਨੀਤੀ ਕਰ ਰਹੀਆਂ ਹਨ। (1010, 988, 1234, 1087)
cm-train-headline: ਮੁੱਖ ਮੰਤਰੀ ਨਾਇਬ ਸਿੰਘ ਸੈਣੀ ਚੰਡੀਗੜ੍ਹ ਤੋਂ ਸ਼ਤਾਬਦੀ ਟ੍ਰੇਨ ਤੋਂ ਦਿੱਲੀ ਰਵਾਨਾ (779, 725, 1457, 811)
rss-body (779, 1879, 1003, 2348)
japan-body2-text: ਮੁੱਖ ਮੰਤਰੀ ਦੇ 6 ਤੋਂ 8 ਅਕਤੂਬਰ 2025 ਤੱਕ ਤਿੰਨ ਦਿਨਾਂ ਦੇ ਦੌਰੇ ਦੌਰਾਨ ਹਰਿਆਣਾ ਅਤੇ ਜਾਪਾਨ ਦੇ ਵਿੱਚ ਆਰਥਕ, ਉਦਯੋਗਿਕ ਅਤੇ ਸਭਿਆਚਾਰਕ ਸਹਿਯੋਗ ਨੂੰ ਹੋਰ ਮਜ਼ਬੂਤ ਕਰਨਾ ਹੈ। ਇਸ ਦੌਰੇ ਦੌਰਾਨ ਮੁੱਖ ਮੰਤਰੀ ਨਿਵੇਸ਼ ਨੂੰ ਖਿੱਚਣ, ਹਰਿਆਣਾ ਨੂੰ ਇੱਕ ਪ੍ਰਮੁੱਖ ਵਿਸ਼ਵ ਨਿਵੇਸ਼ ਡੈਸਟੀਨੇਸ਼ਨ ਵਜੋਂ ਪੇਸ਼ ਕਰਨ ਅਤੇ ਤਕਨੀਕੀ ਤੇ ਨੋਲੇਜਸ਼ੇਅਰਿੰਗ ਖੇਤਰ ਵਿੱਚ ਸਾਂਝੇਦਾਰੀ ਵਧਾਉਣ ਦੀ ਦਿਸ਼ਾ ਵਿੱਚ ਨਿਵੇਸ਼ਕਾਂ ਤੋਂ ਰੂਬਰੂ ਹੋਣਗੇ। (46, 1178, 270, 1312)
cm-train-byline: ਚੰਡੀਗੜ੍ਹ, 5 ਅਕਤੂਬਰ (779, 857, 878, 869)
school-body-cont-text: ਨਿਰਮਲਜੀਤ ਲੌਕ ਗਰਚਿਲ ਹਰਮਿੰਦਰ ਮਸਾਣੀ, ਪ੍ਰਮਿੰਦਰ ਪੱਖੋਵਾਲ ਅਤੇ ਸਕੂਲ ਵਿਦਿਆਰਥੀਆਂ ਨਮਨੀਤ, ਈਸ਼ਾ ਸੰਦੀਪ ਪਵਾਰ, ਮਨਜੀਤ, ਏਕਮਜੋਤ, ਬਲਵਿੰਦਰ ਕੌਰ, ਵੰਸ਼ ਅਤੇ ਕਮਲ ਕੌਰ ਆਦਿ ਨੇ ਨਿਰਵਲਜੀਤ ਕਵਿਤਾਵਾਂ ਅਤੇ ਲੋਕ ਗੀਤ ਪੇਸ਼ ਕੀਤੇ। ਸਮਾਗਮ ਦੌਰਾਨ ਜਾਦੂ ਦੇ ਟ੍ਰਿਕ ਵੀ ਦਿਖਾਏ ਗਏ ਅਤੇ ਸਕੂਲ ਸਟਾਫ ਨੇ ਮਹਿਮਾਨਾਂ ਦਾ ਧੰਨਵਾਦ ਕੀਤਾ। (312, 603, 531, 719)
police-byline2: 5 ਅਕਤੂਬਰ (ਪੈਗਾਮ-ਏ-ਜਗਤ) (46, 1921, 175, 1934)
japan-body4 (277, 1220, 508, 1721)
bullet-icon: ■ (288, 1107, 301, 1123)
japan-highlight-text: ਦਿਨਾਂ ਦੇ ਯਾਤਰਾ ਦੌਰਾਨ ਜਾਪਾਨੀ ਕੰਪਨੀਆਂ ਦੇ ਸਿਖਰ ਪ੍ਰਤੀਨਿਧੀਆਂ ਨਾਲ ਵੀ ਹੋਣਗੀਆਂ ਮਹੱਤਵਪੂਰਨ ਮੀਟਿੰਗਾਂ (306, 1046, 495, 1098)
japan-subhead: ਹਰਿਆਣਾ ਅਤੇ ਜਾਪਾਨ ਦੇ ਵਿੱਚ ਆਰਥਕ, ਉਦਯੋਗਿਕ ਅਤੇ ਸਭਿਆਚਾਰਕ ਸਹਿਯੋਗ ਹੋਵੇਗਾ ਹੋਰ ਮਜ਼ਬੂਤ (46, 1143, 270, 1173)
bullet-icon: ■ (1021, 872, 1034, 888)
diwali-highlight (1021, 1518, 1223, 1572)
cm-train-body-cont2 (1241, 855, 1502, 1301)
ad-mobile[interactable]: Mobile : 94786-02733 (372, 2328, 603, 2349)
japan-subhead2: ਪਿਛਲੇ ਕੁਝ ਸਾਲਾਂ ਵਿੱਚ ਹਰਿਆਣਾ ਵਿੱਚ ਪ੍ਰਮੁੱਖ ਉਦਯੋਗਿਕ ਖੇਤਰ ਵਜੋਂ ਉਭਰਿਆ (516, 1291, 762, 1322)
japan-body-text: ਹਰਿਆਣਾ ਦੇ ਮੁੱਖ ਮੰਤਰੀ ਨਾਇਬ ਸਿੰਘ ਸੈਣੀ ਰਾਜ ਵਿੱਚ ਵਿਦੇਸ਼ੀ ਨਿਵੇਸ਼ ਨੂੰ ਪ੍ਰੋਤਸਾਹਨ ਦੇਣ ਅਤੇ ਵੱਖ-ਵੱਖ ਉਦਯੋਗਿਕ ਸਬੰਧਾਂ ਨੂੰ ਵਿੱਚ ਨਵੀਂ ਦਿਸ਼ਾ ਦੇਣ ਦੇ ਉਦੇਸ਼ ਨਾਲ ਇੱਕ ਉੱਚ ਪੱਧਰੀ ਵਫਦ ਦੇ ਨਾਲ ਜਾਪਾਨ ਦੇ ਦੌਰੇ ’ਤੇ ਰਵਾਨਾ ਹੋਣਗੇ। ਇਹ ਦੌਰਾ ਵਿਕਸਿਤ ਭਾਰਤ- ਵਿਕਸਿਤ ਹਰਿਆਣਾ ਦੇ ਸੰਕਲਪ ਨੂੰ ਸਾਕਾਰ ਕਰਨ ਦੀ ਦਿਸ਼ਾ ਵਿੱਚ ਇੱਕ ਮਹੱਤਵਪੂਰਨ ਪਹਿਲ ਹੈ। ਮੁੱਖ ਮੰਤਰੀ ਦਾ ਇਹ ਦੌਰਾ ਹਰਿਆਣਾ ਦੀ ਵਿਸ਼ਵ ਵਿਆਪੀ ਨਿਵੇਸ਼ ਸਥਾਨ ਵਜੋਂ ਪਛਾਣ ਨੂੰ ਹੋਰ ਮਜ਼ਬੂਤ ਕਰੇਗਾ। (46, 987, 270, 1139)
bullet-icon: ■ (1021, 1519, 1034, 1535)
rss-march-photo-1 (1010, 1879, 1249, 2148)
bullet-icon: ■ (288, 969, 301, 984)
rss-body-text: ਰਾਸ਼ਟਰੀ ਸਵੈਮ ਸੇਵਕ ਸੰਘ (ਆਰਐਸਐਸ) ਦੀ ਸਥਾਪਨਾ ਦੀ 100ਵੀਂ ਵਰ੍ਹੇਗੰਢ ਮਨਾਉਣ ਲਈ ਐਤਵਾਰ ਨੂੰ ਵਿਜੇਦਸ਼ਮੀ ਦਾ ਜਸ਼ਨ ਮਨਾਇਆ ਗਿਆ। ਸ਼ਹਿਰ ਭਰ ਵਿੱਚ ਇੱਕ ਮਾਰਚ ਵੀ ਆਯੋਜਿਤ ਕੀਤਾ ਗਿਆ। ਪੂਰੀ ਵਰਦੀ ਵਿੱਚ ਪਹਿਨੇ ਸਵੈਮ ਸੇਵਕਾਂ ਨੇ ਮਹਿਲਾ ਮਹਾਵਿਦਿਆਲਿਆ (ਐਸਡੀ ਮਹਿਲਾ ਮਹਾਵਿਦਿਆਲਿਆ) ਤੋਂ ਉਮਰਾ ਗੇਟ, ਬਸਤ ਬਾਜ਼ਾਰ, ਦਿੱਲੀ ਗੇਟ, ਬੜਸੀ ਗੇਟ, ਪੁਰਾਣਾ ਬੱਸ ਸਟੈਂਡ ਅਤੇ ਬਾਜ਼ਾਰ ਸਿੰਘ ਫੋਰ ਰਾਹੀਂ ਮਾਰਚ ਕੀਤਾ। ਇਸ ਮਾਰਚ ਦੌਰਾਨ, ਵਲੰਟੀਅਰਾਂ ਦਾ ਫੁੱਲਾਂ ਦੀ ਵਰਖਾ ਨਾਲ ਸਵਾਗਤ ਕੀਤਾ ਗਿਆ। (779, 1915, 1003, 2101)
bullet-icon: ■ (1021, 915, 1034, 931)
school-dateline: 4 ਅਕਤੂਬਰ (ਹਰੀ ਕ੍ਰਿਸ਼ਨ ਗੰਗੜ) (46, 254, 191, 267)
diwali-body-cont2-text: ਜਿੰਮੇਵਾਰੀ ਹੈ ਕਿ ਇਹ ਰਾਸ਼ਟਰੀਹਿਤ ਵਿੱਚ ਸਵਦੇਸ਼ੀ ਉਤਪਾਦਾਂ ਨੂੰ ਪ੍ਰਾਥਮਿਕਤਾ ਦੇਣ ਅਤੇ ਵਿਦੇਸ਼ੀ ਵਸਤੂਆਂ ’ਤੇ ਨਿਰਭਰਤਾ ਨੂੰ ਘੱਟ ਕਰਨ। ਉਨ੍ਹਾਂ ਨੇ ਪ੍ਰਜਾਪਤੀ ਕਮਿਊਨਿਟੀ ਦੇ ਯੋਗਦਾਨ ਦੀ ਸ਼ਲਾਘਾ ਕੀਤੀ ਅਤੇ ਮਿੱਟੀ ਦੇ ਦੀਵੇ ਖਰੀਦਣ ਦੀ ਅਪੀਲ ਕੀਤੀ। (1241, 1454, 1502, 1518)
police-officer-photo (485, 1902, 597, 2033)
